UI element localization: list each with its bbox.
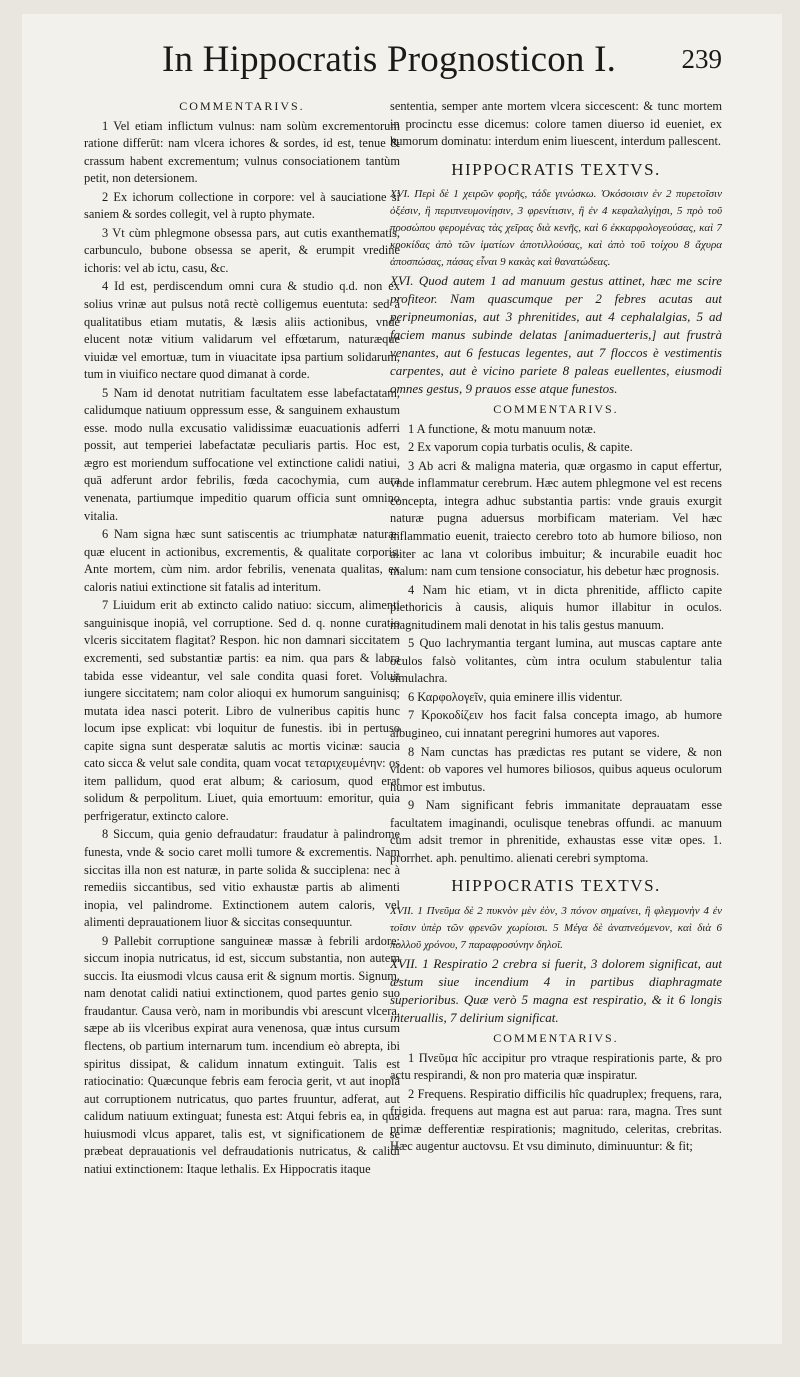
greek-text: XVII. 1 Πνεῦμα δὲ 2 πυκνὸν μὲν ἐὸν, 3 πόνον σημαίνει, ἢ φλεγμονὴν 4 ἐν τοῖσιν ὑπὲρ τῶν φρενῶν χωρίοισι. 5 Μέγα δὲ ἀναπνεόμενον, καὶ διὰ 6 πολλοῦ χρόνου, 7 παραφροσύνην δηλοῖ. [390,904,722,951]
commentary-paragraph: 4 Nam hic etiam, vt in dicta phrenitide, afflicto capite plethoricis à causis, aliquis humor illabitur in oculos. magnitudinem mali denotat in his talis gestus manuum. [390,582,722,632]
commentary-paragraph: 4 Id est, perdiscendum omni cura & studio q.d. non ex solius vrinæ aut pulsus notâ rectè colligemus euentuta: sed à qualitatibus etiam mutatis, & læsis aliis actionibus, vnde elucent notæ vitium validarum vel effœtarum, naturæque viuidæ vel emortuæ, tum in viuacitate ipsa partium solidarum, tum in viuifico nectare quod dimanat à corde. [84,279,400,382]
left-column [84,98,400,1344]
running-header [162,38,722,94]
commentary-paragraph: 7 Κροκοδίζειν hos facit falsa concepta imago, ab humore albugineo, cui innatant peregrini humores aut vapores. [390,708,722,741]
page-title: In Hippocratis Prognosticon I. [162,39,617,80]
commentary-paragraph: 3 Ab acri & maligna materia, quæ orgasmo in caput effertur, vnde inflammatur cerebrum. Hæc autem phlegmone vel est recens concepta, integra adhuc substantia partis: vnde grauis exurgit naturæ pugna aduersus morbificam materiam. Vel hæc inflammatio euenit, traiecto cerebro toto ab humore bilioso, non aliter ac lana vt coloribus imbuitur; & incurabile euadit hoc malum: nam cum tensione consociatur, his debetur hæc prognosis. [390,458,722,579]
commentary-heading: COMMENTARIVS. [493,1030,619,1045]
greek-text: XVI. Περὶ δὲ 1 χειρῶν φορῆς, τάδε γινώσκω. Ὁκόσοισιν ἐν 2 πυρετοῖσιν ὀξέσιν, ἢ περιπνευμονίῃσιν, 3 φρενίτισιν, ἢ ἐν 4 κεφαλαλγίῃσι, 5 πρὸ τοῦ προσώπου φερομένας τὰς χεῖρας διὰ κενῆς, καὶ 6 ἐκκαρφολογεούσας, καὶ 7 κροκίδας ἀπὸ τῶν ἱματίων ἀποτιλλούσας, καὶ ἀπὸ τοῦ τοίχου 8 ἄχυρα ἀποσπώσας, πάσας εἶναι 9 κακὰς καὶ θανατώδεας. [390,188,722,269]
commentary-paragraph: 8 Nam cunctas has prædictas res putant se videre, & non vident: ob vapores vel humores biliosos, quibus aqueus oculorum humor est imbutus. [390,744,722,794]
commentary-paragraph: 6 Καρφολογεῖν, quia eminere illis videntur. [408,689,623,704]
commentary-paragraph: 5 Nam id denotat nutritiam facultatem esse labefactatam, calidumque natiuum oppressum esse, & sanguinem exhaustum esse. modo nulla excusatio validissimæ euacuationis adferri possit, aut temperiei labefactatæ peculiaris partis. Hoc est, ægro est moriendum suffocatione vel extinctione calidi natiui, quā adferunt ardor febrilis, fœda cacochymia, cum aura venenata, partiumque impeditio quarum officia sunt omnino vitalia. [84,385,400,523]
commentary-paragraph: 2 Ex ichorum collectione in corpore: vel à sauciatione si saniem & sordes collegit, vel à rupto phymate. [84,189,400,222]
latin-translation: XVI. Quod autem 1 ad manuum gestus attinet, hæc me scire profiteor. Nam quascumque per 2 febres acutas aut peripneumonias, aut 3 phrenitides, aut 4 cephalalgias, 5 ad faciem manus subinde delatas [animaduerteris,] aut frustrà venantes, aut 6 festucas legentes, aut 7 floccos è vestimentis carpentes, aut è vicino pariete 8 paleas euellentes, eiusmodi omnes gestus, 9 prauos esse atque funestos. [390,273,722,397]
right-column [390,98,722,1344]
commentary-paragraph: 1 Πνεῦμα hîc accipitur pro vtraque respirationis parte, & pro actu respirandi, & non pro materia quæ inspiratur. [390,1050,722,1083]
page-number: 239 [681,44,722,74]
commentary-paragraph: 9 Pallebit corruptione sanguineæ massæ à febrili ardore: siccum inopia nutricatus, id est, siccum substantia, non autem succis. Ita eiusmodi vlcus causa erit & signum mortis. Signum, nam denotat calidi natiui extinctionem, quod partes genio suo fraudantur. Causa verò, nam in moribundis vbi arescunt vlcera, sæpe ab iis vlceribus expirat aura venenosa, quæ intus cursum flectens, ob partium internarum tum. incendium eò abrepta, ibi spiritus dissipat, & calidum innatum extinguit. Talis est ratiocinatio: Quæcunque febris eam ferocia gerit, vt aut inopiâ aut corruptionem nutricatus, quo partes fruuntur, adferat, aut calidum natiuum extinguat; funesta est: Atqui febris ea, in qua huiusmodi vlcus apparet, talis est, vt significationem de se præbeat deprauationis vel defraudationis nutricatus, & calidi natiui extinctionem: Itaque lethalis. Ex Hippocratis itaque [84,933,400,1176]
commentary-paragraph: 1 Vel etiam inflictum vulnus: nam solùm excrementorum ratione differūt: nam vlcera ichores & sordes, id est, tenue & crassum habent excrementum; vulnus consociationem tantùm petit, non detersionem. [84,118,400,186]
commentary-paragraph: 6 Nam signa hæc sunt satiscentis ac triumphatæ naturæ: quæ elucent in actionibus, excrementis, & qualitate corporis. Ante mortem, cùm nim. ardor febrilis, venenata qualitas, ex caloris natiui extinctione sit fatalis ad interitum. [84,527,400,594]
commentary-paragraph: 1 A functione, & motu manuum notæ. [408,421,596,436]
latin-translation: XVII. 1 Respiratio 2 crebra si fuerit, 3 dolorem significat, aut æstum siue incendium 4 in partibus diaphragmate superioribus. Quæ verò 5 magna est respiratio, & it 6 longis interuallis, 7 delirium significat. [390,955,722,1025]
textus-heading: HIPPOCRATIS TEXTVS. [451,159,661,179]
commentary-paragraph: 2 Ex vaporum copia turbatis oculis, & capite. [408,440,633,455]
textus-heading: HIPPOCRATIS TEXTVS. [451,876,661,896]
book-page [22,14,782,1344]
commentary-heading: COMMENTARIVS. [179,99,305,113]
commentary-paragraph: 8 Siccum, quia genio defraudatur: fraudatur à palindrome funesta, vnde & socio caret molli tumore & excrementis. Nam siccitas illa non est naturæ, in parte solida & succiplena: nec à remediis siccantibus, sed vitio exhaustæ partis ab alimenti inopia, vel palindrome. Extinctionem autem caloris, vel alimenti deprauationem liuor & siccitas consequuntur. [84,827,400,930]
commentary-paragraph: 3 Vt cùm phlegmone obsessa pars, aut cutis exanthematis, carbunculo, bubone obsessa se aperit, & erumpit vredine ichoris: vel ab ictu, casu, &c. [84,225,400,275]
continued-paragraph: sententia, semper ante mortem vlcera siccescent: & tunc mortem in procinctu esse dicemus: colore tamen diuerso id eueniet, ex humorum dominatu: interdum enim liuescent, interdum pallescent. [390,99,722,149]
commentary-paragraph: 2 Frequens. Respiratio difficilis hîc quadruplex; frequens, rara, frigida. frequens aut magna est aut parua: rara, magna. Tres sunt primæ defferentiæ respirationis; magnitudo, celeritas, crebritas. Hæc augentur auctovsu. Et vsu diminuto, diminuuntur: & fit; [390,1086,722,1154]
commentary-paragraph: 9 Nam significant febris immanitate deprauatam esse facultatem imaginandi, oculisque tenebras offundi. ac manuum cùm adsit tremor in phrenitide, exhaustas esse vitæ opes. 1. prorrhet. aph. penultimo. alienati cerebri symptoma. [390,798,722,865]
commentary-heading: COMMENTARIVS. [493,402,619,417]
commentary-paragraph: 5 Quo lachrymantia tergant lumina, aut muscas captare ante oculos falsò volitantes, cùm intra oculum stabulentur talia simulachra. [390,636,722,686]
commentary-paragraph: 7 Liuidum erit ab extincto calido natiuo: siccum, alimenti sanguinisque inopiâ, vel corruptione. Sed d. q. nonne curatio vlceris siccitatem flagitat? Respon. hic non damnari siccitatem excrementi, sed substantiæ partis: ea nim. qua pars & labra tabida esse videantur, vel sale condita quasi foret. Voluit iungere siccitatem; nam color alioqui ex humorum sanguinisq; mutata idea nasci poterit. Libro de vulneribus capitis hunc locum ipse explicat: vbi loquitur de funestis. ibi in pertuso capite signa sunt desperatæ salutis ac mortis vicinæ: saucia cato sicca & velut sale condita, quam vocat τεταριχευμένην: os item pallidum, quod erat album; & cariosum, quod erat solidum & perpolitum. Liuet, quia emortuum: emoritur, quia perfrigeratur, extincto calore. [84,598,400,823]
